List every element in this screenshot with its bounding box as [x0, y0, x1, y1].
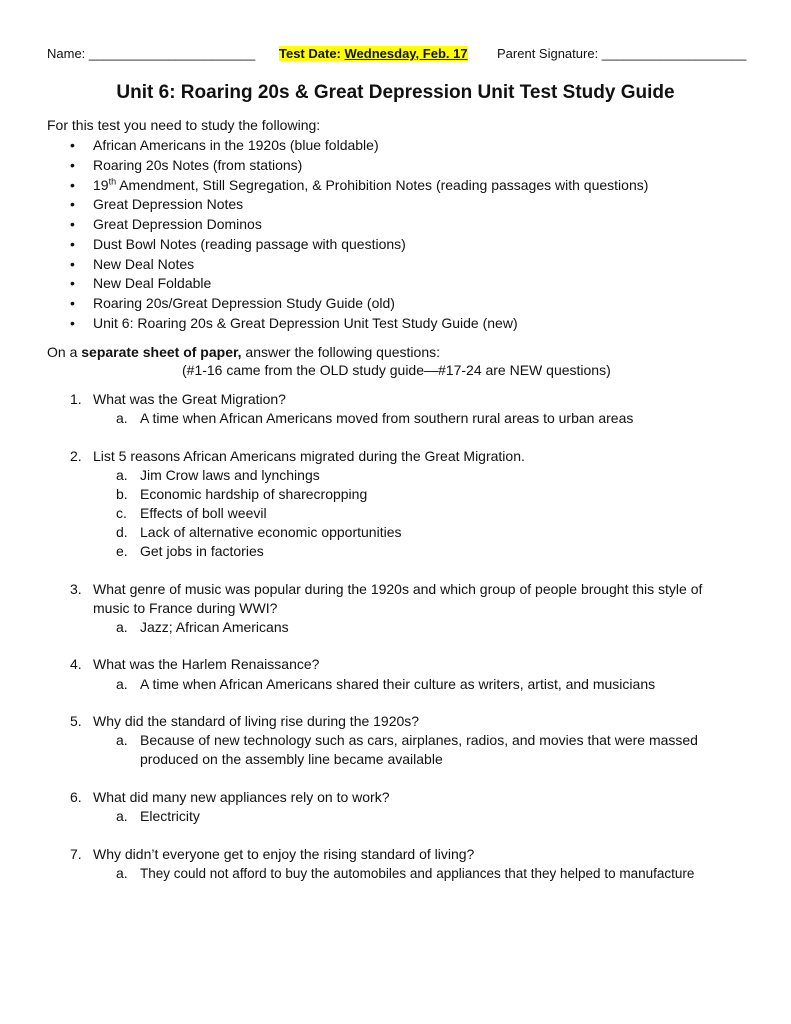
answer-letter: a. [116, 619, 128, 635]
question-number: 1. [70, 391, 82, 407]
answer-text: Economic hardship of sharecropping [140, 486, 368, 502]
list-item [93, 176, 648, 195]
answer-letter: a. [116, 865, 128, 881]
bullet: • [70, 177, 75, 193]
question-text: List 5 reasons African Americans migrated during the Great Migration. [93, 448, 525, 464]
list-item: Unit 6: Roaring 20s & Great Depression Unit Test Study Guide (new) [93, 315, 518, 331]
bullet: • [70, 236, 75, 252]
answer-text: A time when African Americans moved from southern rural areas to urban areas [140, 410, 634, 426]
list-item: African Americans in the 1920s (blue foldable) [93, 137, 379, 153]
question-number: 4. [70, 656, 82, 672]
answer-text: Get jobs in factories [140, 543, 264, 559]
answer-text: Because of new technology such as cars, airplanes, radios, and movies that were massed produced on the assembly line became available [140, 732, 698, 767]
bullet: • [70, 275, 75, 291]
question-text: What was the Great Migration? [93, 391, 286, 407]
list-item: New Deal Foldable [93, 275, 212, 291]
list-item: Roaring 20s/Great Depression Study Guide (old) [93, 295, 395, 311]
test-date-label: Test Date: [279, 46, 341, 61]
list-item: Great Depression Notes [93, 196, 244, 212]
answer-letter: b. [116, 486, 128, 502]
bullet: • [70, 295, 75, 311]
bullet: • [70, 137, 75, 153]
answer-text: A time when African Americans shared their culture as writers, artist, and musicians [140, 676, 656, 692]
page-title: Unit 6: Roaring 20s & Great Depression Unit Test Study Guide [116, 82, 675, 103]
answer-text: Jim Crow laws and lynchings [140, 467, 320, 483]
bullet: • [70, 256, 75, 272]
test-date [279, 46, 468, 61]
question-number: 3. [70, 581, 82, 597]
answer-letter: a. [116, 732, 128, 748]
answer-text: Electricity [140, 808, 200, 824]
question-text: What was the Harlem Renaissance? [93, 656, 320, 672]
list-item: Roaring 20s Notes (from stations) [93, 157, 303, 173]
ordinal-suffix: th [108, 176, 117, 187]
question-number: 5. [70, 713, 82, 729]
question-text: What genre of music was popular during the 1920s and which group of people brought this style of music to France during WWI? [93, 581, 703, 616]
instructions-bold: separate sheet of paper, [81, 344, 242, 360]
question-text: Why didn’t everyone get to enjoy the rising standard of living? [93, 846, 475, 862]
question-text: What did many new appliances rely on to work? [93, 789, 390, 805]
parent-signature-line: Parent Signature: ____________________ [497, 46, 747, 61]
list-item-ordinal: 19 [93, 177, 109, 193]
list-item: Dust Bowl Notes (reading passage with questions) [93, 236, 406, 252]
intro-text: For this test you need to study the following: [47, 117, 321, 133]
question-text: Why did the standard of living rise during the 1920s? [93, 713, 420, 729]
answer-letter: d. [116, 524, 128, 540]
answer-letter: a. [116, 410, 128, 426]
answer-letter: e. [116, 543, 128, 559]
bullet: • [70, 157, 75, 173]
bullet: • [70, 216, 75, 232]
list-item: Great Depression Dominos [93, 216, 262, 232]
name-line: Name: _______________________ [47, 46, 256, 61]
answer-text: Effects of boll weevil [140, 505, 267, 521]
instructions-prefix: On a [47, 344, 82, 360]
answer-letter: c. [116, 505, 127, 521]
list-item-text: Amendment, Still Segregation, & Prohibition Notes (reading passages with questions) [119, 177, 649, 193]
instructions [47, 343, 440, 362]
answer-text: Jazz; African Americans [140, 619, 289, 635]
bullet: • [70, 315, 75, 331]
answer-text: Lack of alternative economic opportunities [140, 524, 402, 540]
instructions-note: (#1-16 came from the OLD study guide—#17-24 are NEW questions) [182, 362, 611, 378]
answer-letter: a. [116, 467, 128, 483]
answer-text: They could not afford to buy the automobiles and appliances that they helped to manufacture [140, 866, 695, 881]
bullet: • [70, 196, 75, 212]
question-number: 7. [70, 846, 82, 862]
question-number: 2. [70, 448, 82, 464]
instructions-suffix: answer the following questions: [241, 344, 440, 360]
test-date-value: Wednesday, Feb. 17 [344, 46, 468, 61]
list-item: New Deal Notes [93, 256, 195, 272]
answer-letter: a. [116, 676, 128, 692]
answer-letter: a. [116, 808, 128, 824]
question-number: 6. [70, 789, 82, 805]
